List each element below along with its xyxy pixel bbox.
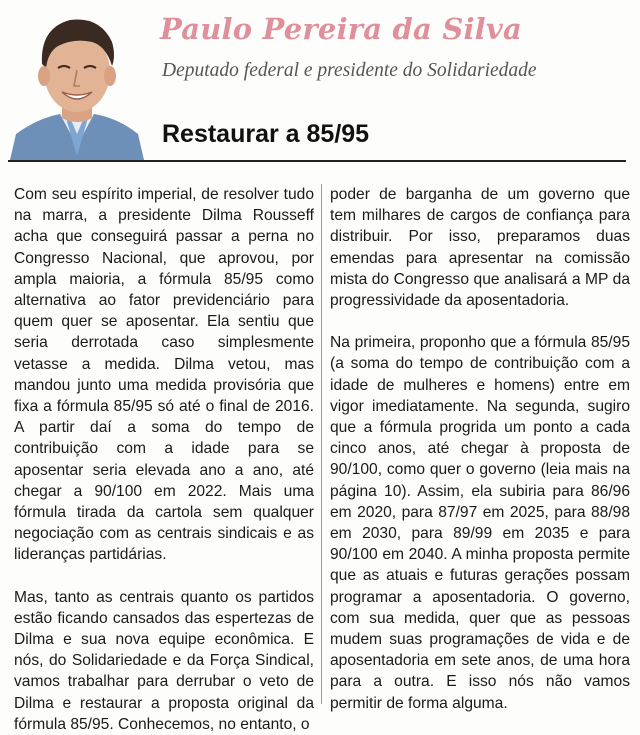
paragraph: poder de barganha de um governo que tem milhares de cargos de confiança para distribuir. Por isso, preparamos duas emendas para apresentar na comissão mista do Congresso que analisará a MP da progressividade da aposentadoria.: [330, 186, 630, 310]
article-headline: Restaurar a 85/95: [162, 120, 370, 148]
paragraph: Com seu espírito imperial, de resolver tudo na marra, a presidente Dilma Rousseff acha que conseguirá passar a perna no Congresso Nacional, que aprovou, por ampla maioria, a fórmula 85/95 como alternativa ao fator previdenciário para quem quer se aposentar. Ela sentiu que seria derrotada caso simplesmente vetasse a medida. Dilma vetou, mas mandou junto uma medida provisória que fixa a fórmula 85/95 só até o final de 2016. A partir daí a soma do tempo de contribuição com a idade para se aposentar seria elevada ano a ano, até chegar a 90/100 em 2022. Mais uma fórmula tirada da cartola sem qualquer negociação com as centrais sindicais e as lideranças partidárias.: [14, 186, 314, 564]
article-column-right: [330, 184, 630, 714]
header-rule: [8, 160, 626, 162]
paragraph: Mas, tanto as centrais quanto os partidos estão ficando cansados das espertezas de Dilma e sua nova equipe econômica. E nós, do Solidariedade e da Força Sindical, vamos trabalhar para derrubar o veto de Dilma e restaurar a proposta original da fórmula 85/95. Conhecemos, no entanto, o: [14, 588, 314, 733]
author-name: Paulo Pereira da Silva: [160, 12, 522, 46]
article-column-left: [14, 184, 314, 735]
column-header: [0, 0, 640, 160]
paragraph: Na primeira, proponho que a fórmula 85/95 (a soma do tempo de contribuição com a idade de mulheres e homens) entre em vigor imediatamente. Na segunda, sugiro que a fórmula progrida um ponto a cada cinco anos, até chegar à proposta de 90/100, como quer o governo (leia mais na página 10). Assim, ela subiria para 86/96 em 2020, para 87/97 em 2025, para 88/98 em 2030, para 89/99 em 2035 e para 90/100 em 2040. A minha proposta permite que as atuais e futuras gerações possam programar a aposentadoria. O governo, com sua medida, quer que as pessoas mudem suas programações de vida e de aposentadoria em sete anos, de uma hora para a outra. E isso nós não vamos permitir de forma alguma.: [330, 334, 630, 712]
column-divider: [321, 184, 322, 704]
author-portrait: [8, 6, 146, 160]
author-role: Deputado federal e presidente do Solidariedade: [162, 60, 537, 81]
